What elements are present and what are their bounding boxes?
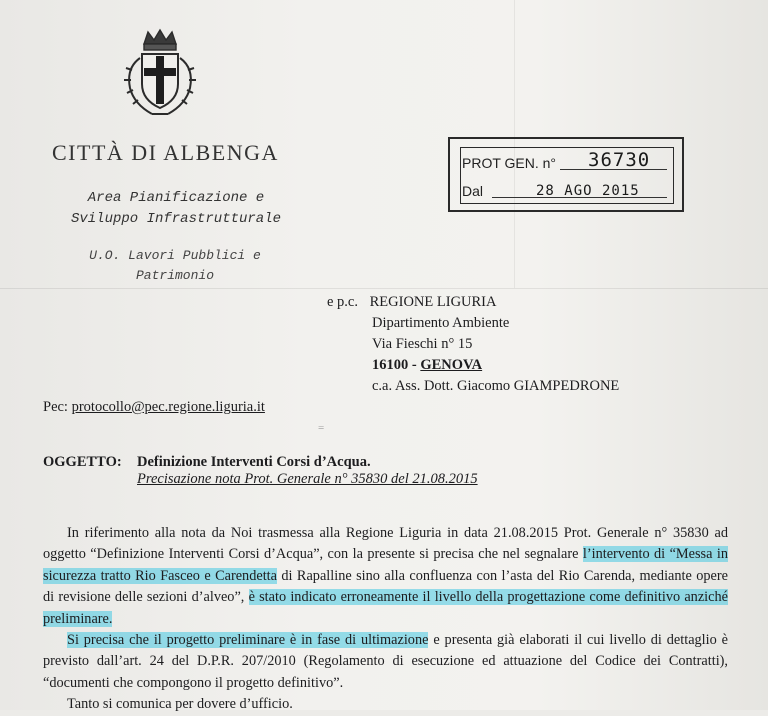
department-name xyxy=(56,188,296,230)
body-paragraph-2 xyxy=(43,630,728,694)
recipient-street: Via Fieschi n° 15 xyxy=(372,336,473,352)
body-p1-highlight-1: l’intervento di “Messa in sicurezza tratto Rio Fasceo e Carendetta xyxy=(43,546,728,584)
recipient-zip: 16100 - xyxy=(372,357,417,373)
city-name: CITTÀ DI ALBENGA xyxy=(52,140,279,165)
body-paragraph-1 xyxy=(43,523,728,630)
stamp-dal-label: Dal xyxy=(462,183,484,199)
pec-email: protocollo@pec.regione.liguria.it xyxy=(71,399,265,415)
body-p1-highlight-2: è stato indicato erroneamente il livello della progettazione come definitivo anziché preliminare. xyxy=(43,589,728,627)
pec-label: Pec: xyxy=(43,399,68,415)
subject-block xyxy=(43,454,478,488)
body-p1-text-b: di Rapalline sino alla confluenza con l’asta del Rio Carenda, mediante opere di revisione delle sezioni d’alveo”, xyxy=(43,567,729,606)
recipient-dept: Dipartimento Ambiente xyxy=(372,315,510,331)
office-unit xyxy=(70,246,280,286)
subject-title: Definizione Interventi Corsi d’Acqua. xyxy=(137,454,371,470)
recipient-city: GENOVA xyxy=(420,357,483,373)
city-coat-of-arms-icon xyxy=(118,28,202,120)
stamp-protocol-row xyxy=(462,149,667,173)
stamp-date-row xyxy=(462,177,667,201)
recipient-line-1 xyxy=(327,292,657,313)
body-p2-text: e presenta già elaborati il cui livello di dettaglio è previsto dall’art. 24 del D.P.R. 207/2010 (Regolamento di esecuzione ed attuazione del Codice dei Contratti), “documenti che compongono il progetto definitivo”. xyxy=(43,632,728,691)
paper-fold-horizontal xyxy=(0,288,768,289)
protocol-stamp xyxy=(448,137,684,212)
subject-label: OGGETTO: xyxy=(43,454,122,470)
department-line-2: Sviluppo Infrastrutturale xyxy=(70,211,282,227)
recipient-address xyxy=(327,292,657,397)
recipient-city-line xyxy=(327,355,657,376)
stamp-date: 28 AGO 2015 xyxy=(536,183,640,199)
pec-line xyxy=(43,399,265,416)
office-unit-line-2: Patrimonio xyxy=(135,268,214,283)
department-line-1: Area Pianificazione e xyxy=(87,190,265,206)
body-paragraph-3: Tanto si comunica per dovere d’ufficio. xyxy=(67,696,293,713)
subject-line xyxy=(43,454,478,471)
office-unit-line-1: U.O. Lavori Pubblici e xyxy=(89,248,261,263)
ink-mark: = xyxy=(318,422,325,434)
ep-label: e p.c. xyxy=(327,294,358,310)
letter-body xyxy=(43,523,728,716)
stamp-prot-label: PROT GEN. n° xyxy=(462,155,557,171)
recipient-name: REGIONE LIGURIA xyxy=(369,294,497,310)
recipient-attn: c.a. Ass. Dott. Giacomo GIAMPEDRONE xyxy=(372,378,620,394)
body-p1-text-a: In riferimento alla nota da Noi trasmessa alla Regione Liguria in data 21.08.2015 Prot. Generale n° 35830 ad oggetto “Definizione Interventi Corsi d’Acqua”, con la presente si precisa che nel segnalare xyxy=(43,525,728,563)
body-p2-highlight: Si precisa che il progetto preliminare è in fase di ultimazione xyxy=(67,632,429,649)
stamp-prot-number: 36730 xyxy=(588,149,651,171)
subject-subline: Precisazione nota Prot. Generale n° 35830 del 21.08.2015 xyxy=(137,471,478,487)
